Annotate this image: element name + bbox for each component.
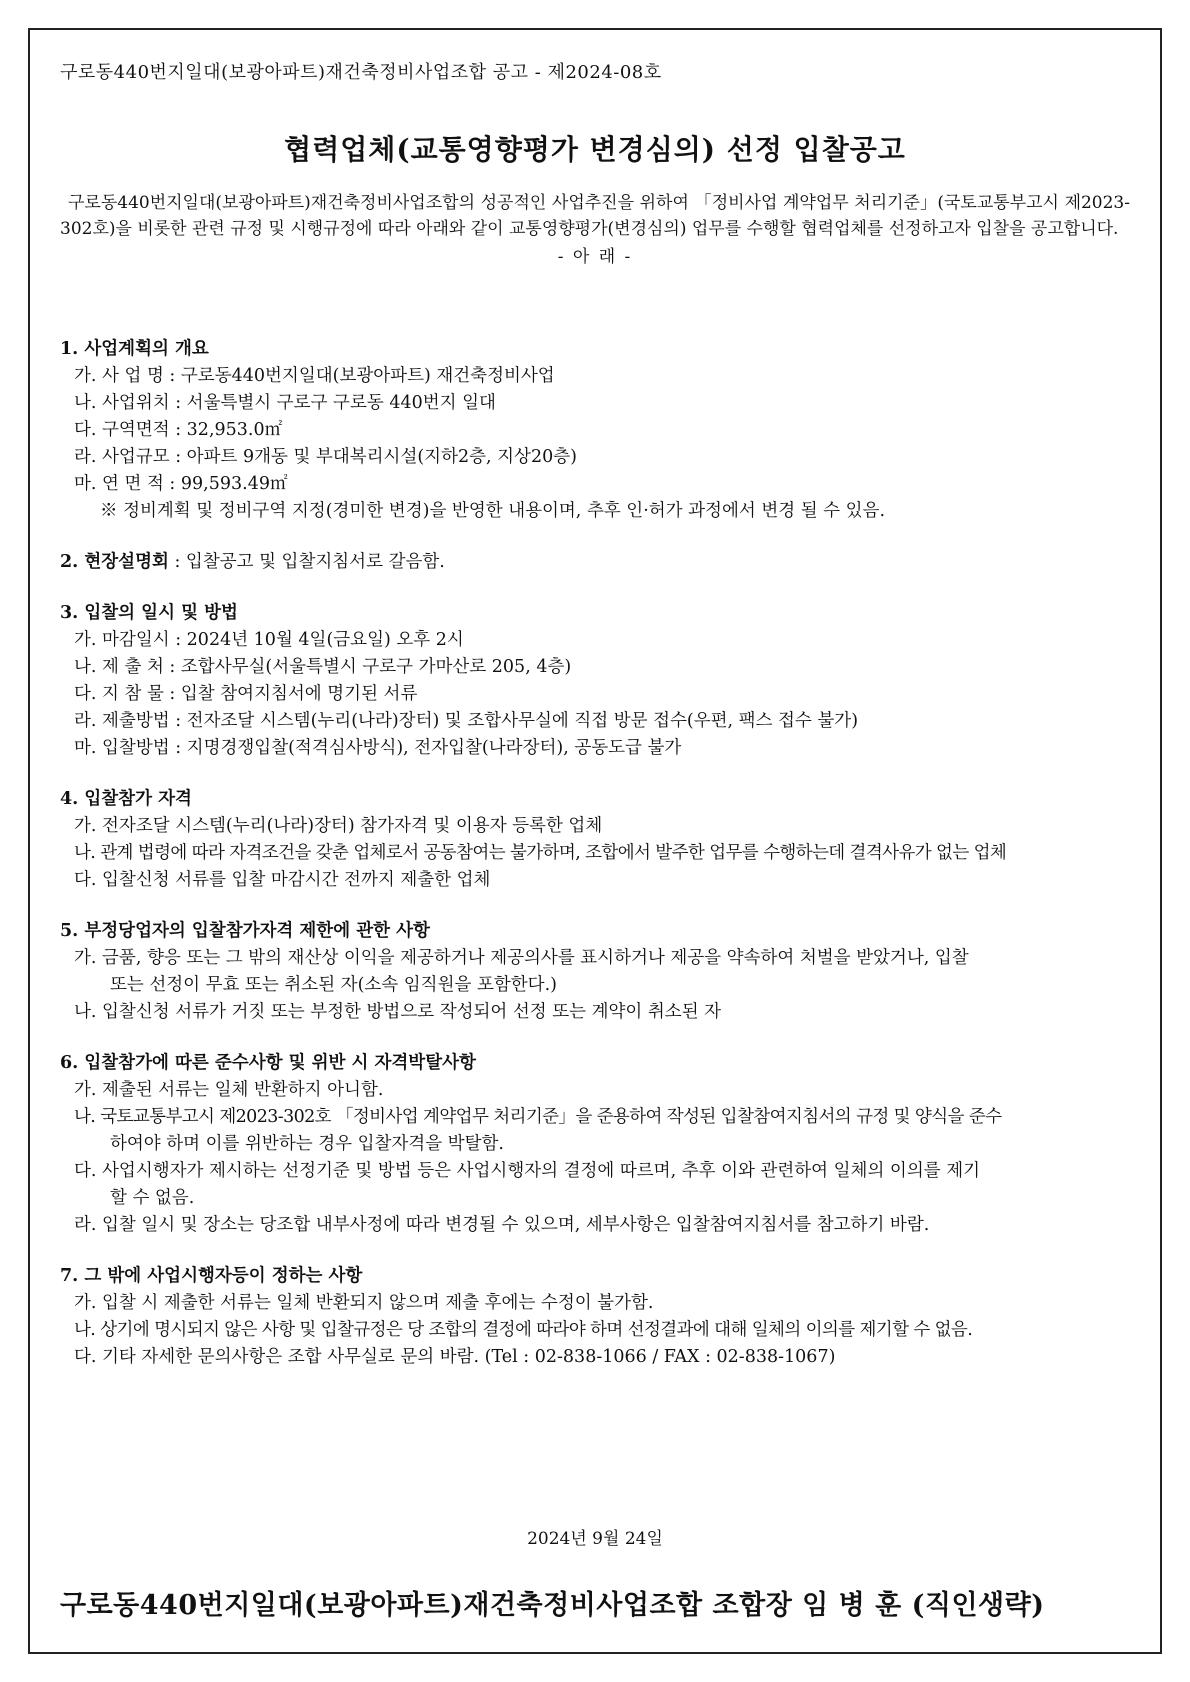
- list-item: 가. 제출된 서류는 일체 반환하지 아니함.: [74, 1080, 384, 1100]
- list-item: 가. 마감일시 : 2024년 10월 4일(금요일) 오후 2시: [74, 630, 464, 650]
- section-title: 5. 부정당업자의 입찰참가자격 제한에 관한 사항: [60, 921, 430, 941]
- list-item: 라. 제출방법 : 전자조달 시스템(누리(나라)장터) 및 조합사무실에 직접 방문 접수(우편, 팩스 접수 불가): [74, 711, 859, 731]
- section-title: 7. 그 밖에 사업시행자등이 정하는 사항: [60, 1266, 363, 1286]
- section-title: 1. 사업계획의 개요: [60, 339, 209, 359]
- section-4: [60, 786, 1135, 894]
- list-item: 마. 연 면 적 : 99,593.49㎡: [74, 474, 288, 494]
- notice-body: [60, 336, 1135, 1395]
- section-2-line: [60, 549, 1135, 576]
- section-title: 3. 입찰의 일시 및 방법: [60, 603, 238, 623]
- list-item-continuation: 할 수 없음.: [110, 1188, 195, 1208]
- issuer-signature: 구로동440번지일대(보광아파트)재건축정비사업조합 조합장 임 병 훈 (직인생략): [60, 1590, 1045, 1621]
- list-item: 라. 사업규모 : 아파트 9개동 및 부대복리시설(지하2층, 지상20층): [74, 447, 577, 467]
- list-item: 마. 입찰방법 : 지명경쟁입찰(적격심사방식), 전자입찰(나라장터), 공동도급 불가: [74, 738, 682, 758]
- section-7: [60, 1263, 1135, 1371]
- section-title: 6. 입찰참가에 따른 준수사항 및 위반 시 자격박탈사항: [60, 1053, 476, 1073]
- list-item: 나. 관계 법령에 따라 자격조건을 갖춘 업체로서 공동참여는 불가하며, 조합에서 발주한 업무를 수행하는데 결격사유가 없는 업체: [74, 843, 1007, 863]
- section-text: : 입찰공고 및 입찰지침서로 갈음함.: [168, 552, 445, 572]
- section-3: [60, 600, 1135, 762]
- list-item: 다. 기타 자세한 문의사항은 조합 사무실로 문의 바람. (Tel : 02-838-1066 / FAX : 02-838-1067): [74, 1347, 836, 1367]
- note-text: ※ 정비계획 및 정비구역 지정(경미한 변경)을 반영한 내용이며, 추후 인·허가 과정에서 변경 될 수 있음.: [100, 501, 886, 521]
- list-item: 나. 사업위치 : 서울특별시 구로구 구로동 440번지 일대: [74, 393, 496, 413]
- list-item: 다. 사업시행자가 제시하는 선정기준 및 방법 등은 사업시행자의 결정에 따르며, 추후 이와 관련하여 일체의 이의를 제기: [74, 1161, 981, 1181]
- section-title: 4. 입찰참가 자격: [60, 789, 192, 809]
- list-item: 라. 입찰 일시 및 장소는 당조합 내부사정에 따라 변경될 수 있으며, 세부사항은 입찰참여지침서를 참고하기 바람.: [74, 1215, 930, 1235]
- list-item: 가. 전자조달 시스템(누리(나라)장터) 참가자격 및 이용자 등록한 업체: [74, 816, 603, 836]
- list-item: 나. 입찰신청 서류가 거짓 또는 부정한 방법으로 작성되어 선정 또는 계약이 취소된 자: [74, 1002, 722, 1022]
- page-title: 협력업체(교통영향평가 변경심의) 선정 입찰공고: [284, 133, 906, 166]
- list-item: 가. 입찰 시 제출한 서류는 일체 반환되지 않으며 제출 후에는 수정이 불가함.: [74, 1293, 654, 1313]
- section-1: [60, 336, 1135, 525]
- list-item: 나. 국토교통부고시 제2023-302호 「정비사업 계약업무 처리기준」을 준용하여 작성된 입찰참여지침서의 규정 및 양식을 준수: [74, 1107, 1002, 1127]
- section-2: [60, 549, 1135, 576]
- notice-date: 2024년 9월 24일: [527, 1529, 663, 1549]
- notice-number: 구로동440번지일대(보광아파트)재건축정비사업조합 공고 - 제2024-08호: [60, 62, 662, 83]
- list-item-continuation: 하여야 하며 이를 위반하는 경우 입찰자격을 박탈함.: [110, 1134, 504, 1154]
- list-item: 나. 제 출 처 : 조합사무실(서울특별시 구로구 가마산로 205, 4층): [74, 657, 572, 677]
- section-6: [60, 1050, 1135, 1239]
- list-item: 가. 사 업 명 : 구로동440번지일대(보광아파트) 재건축정비사업: [74, 366, 555, 386]
- section-title: 2. 현장설명회: [60, 552, 169, 572]
- intro-paragraph: [60, 190, 1130, 270]
- list-item-continuation: 또는 선정이 무효 또는 취소된 자(소속 임직원을 포함한다.): [110, 975, 557, 995]
- intro-text: 구로동440번지일대(보광아파트)재건축정비사업조합의 성공적인 사업추진을 위하여 「정비사업 계약업무 처리기준」(국토교통부고시 제2023-302호)을 비롯한 관련 규정 및 시행규정에 따라 아래와 같이 교통영향평가(변경심의) 업무를 수행할 협력업체를 선정하고자 입찰을 공고합니다.: [60, 193, 1130, 239]
- list-item: 다. 입찰신청 서류를 입찰 마감시간 전까지 제출한 업체: [74, 870, 491, 890]
- list-item: 나. 상기에 명시되지 않은 사항 및 입찰규정은 당 조합의 결정에 따라야 하며 선정결과에 대해 일체의 이의를 제기할 수 없음.: [74, 1320, 973, 1340]
- list-item: 가. 금품, 향응 또는 그 밖의 재산상 이익을 제공하거나 제공의사를 표시하거나 제공을 약속하여 처벌을 받았거나, 입찰: [74, 948, 969, 968]
- section-5: [60, 918, 1135, 1026]
- below-marker: - 아 래 -: [557, 247, 633, 267]
- list-item: 다. 구역면적 : 32,953.0㎡: [74, 420, 283, 440]
- list-item: 다. 지 참 물 : 입찰 참여지침서에 명기된 서류: [74, 684, 418, 704]
